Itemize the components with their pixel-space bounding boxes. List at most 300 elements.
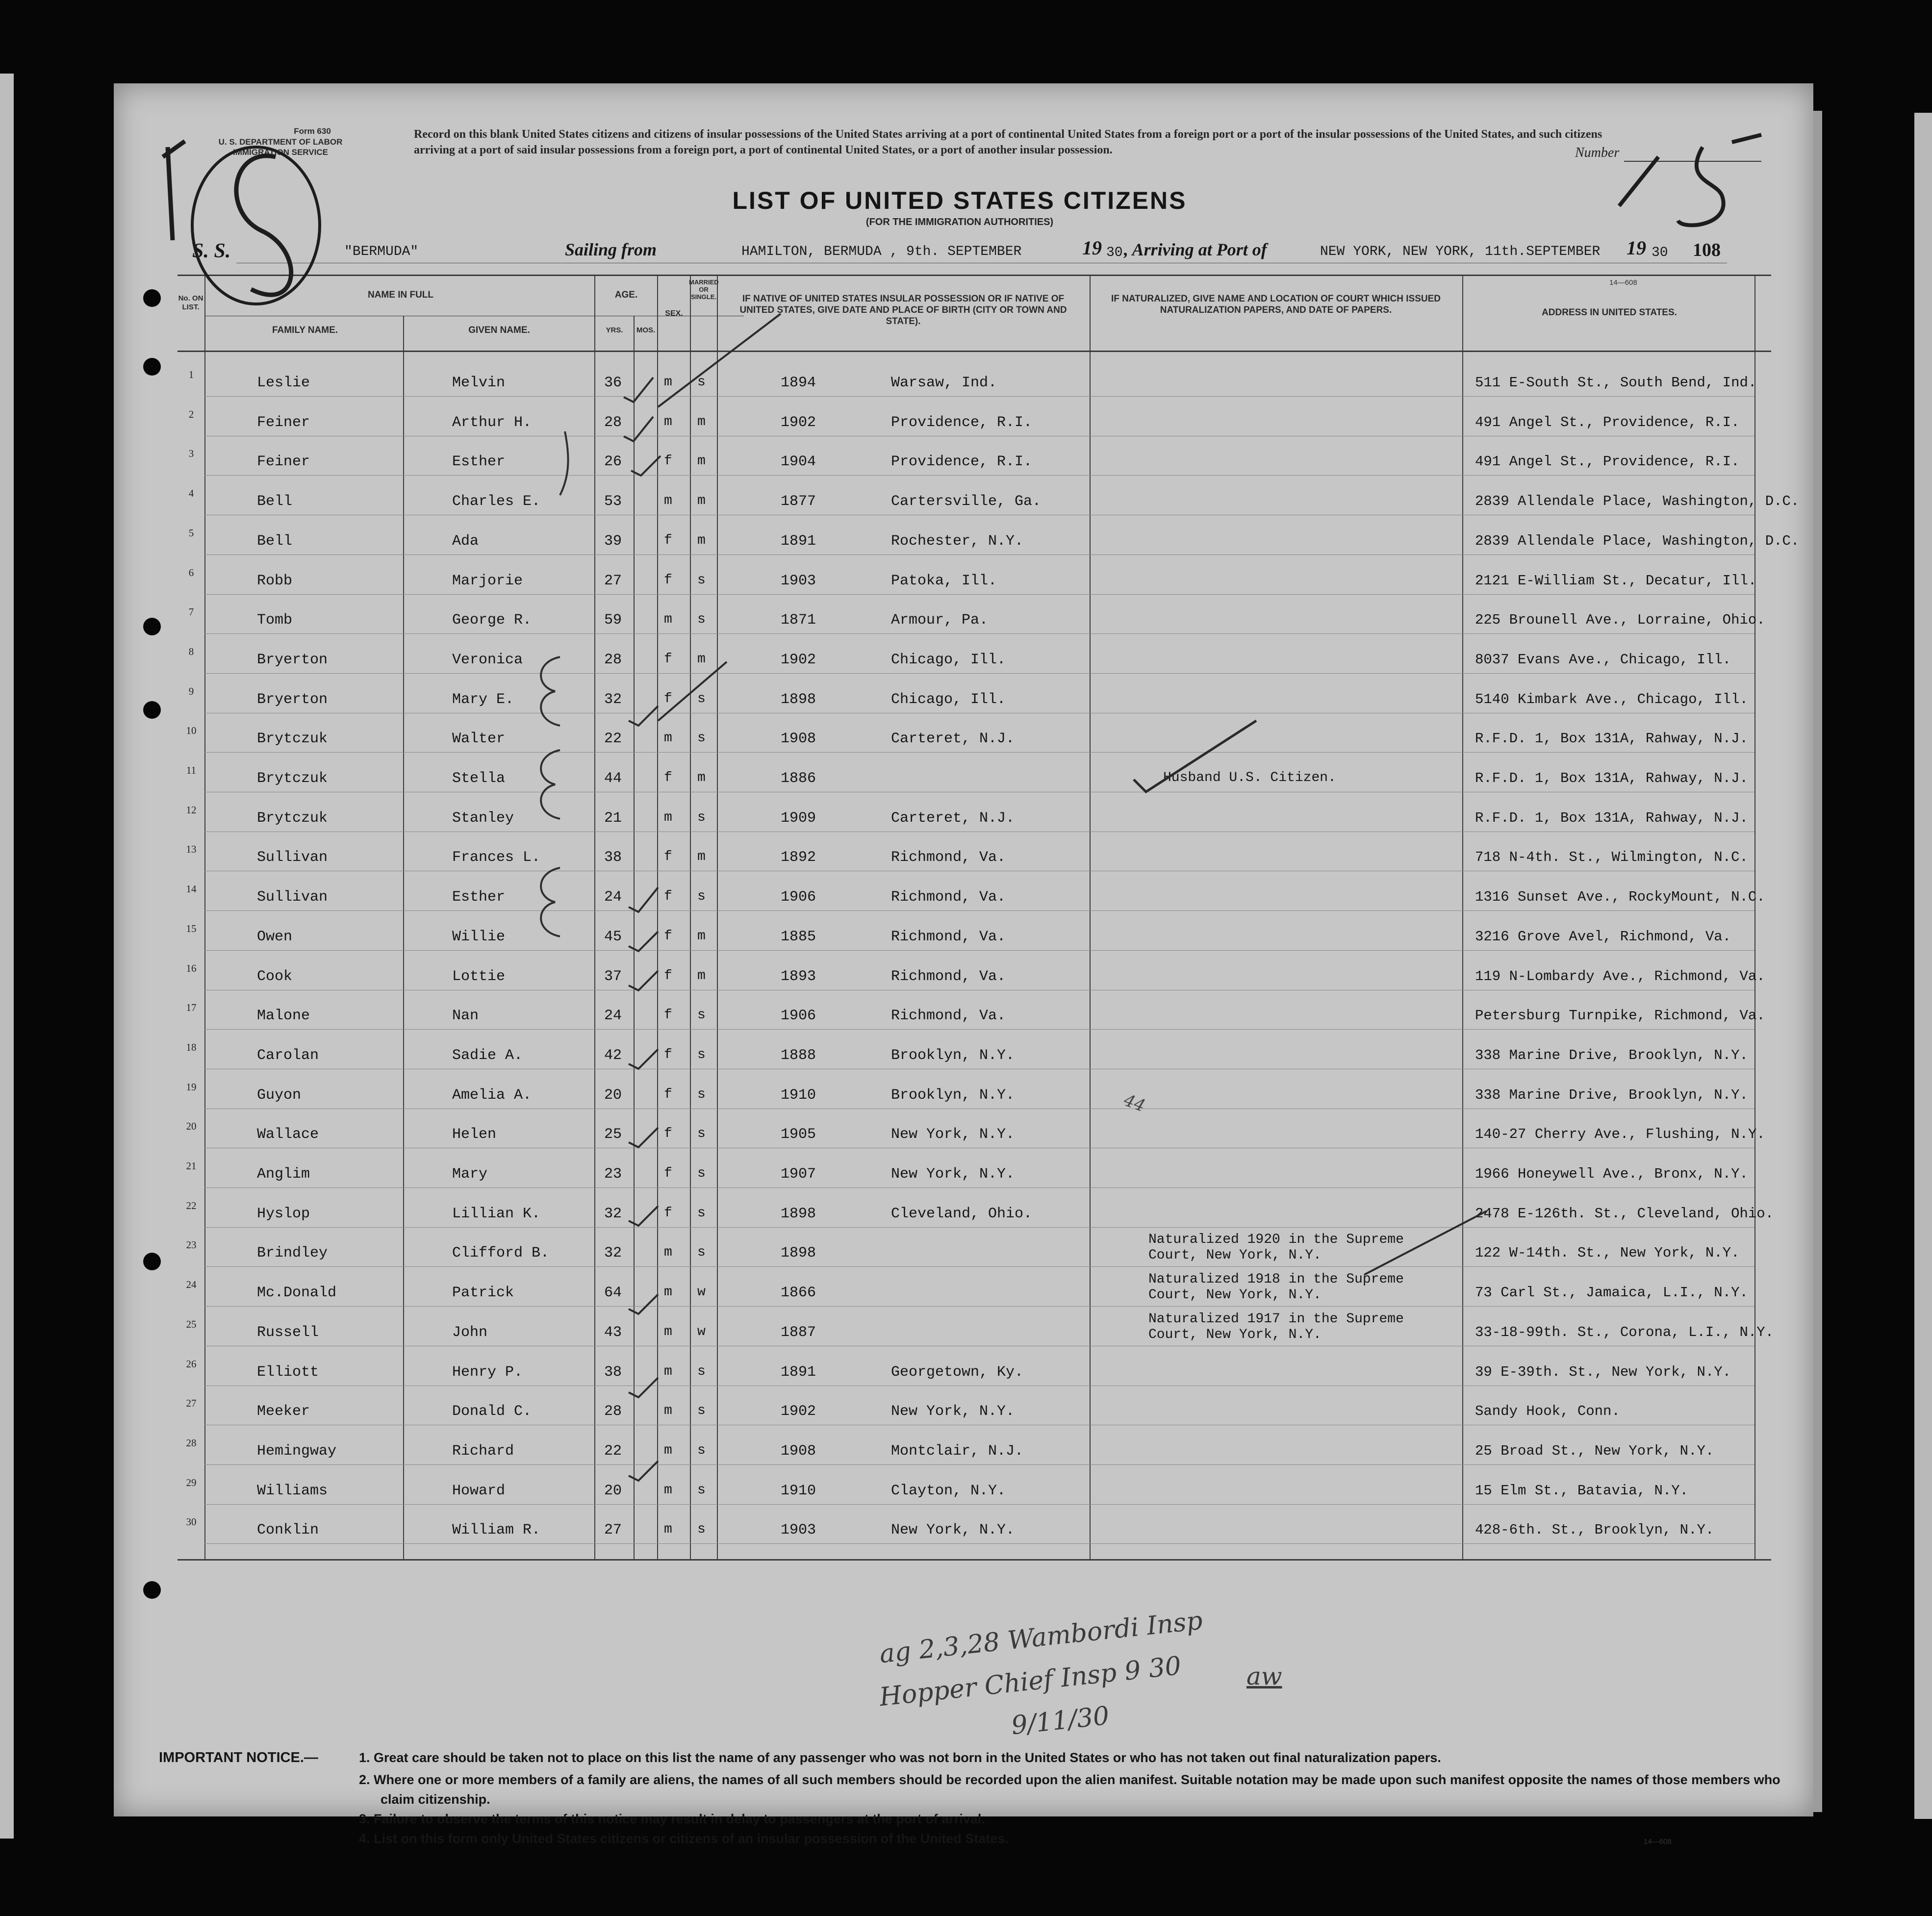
cell-sex: f xyxy=(664,651,672,667)
cell-age: 39 xyxy=(604,532,622,550)
cell-ms: m xyxy=(697,651,706,667)
cell-sex: m xyxy=(664,414,672,429)
cell-year: 1908 xyxy=(781,1442,816,1460)
cell-year: 1893 xyxy=(781,968,816,985)
cell-sex: f xyxy=(664,849,672,865)
cell-addr: 2839 Allendale Place, Washington, D.C. xyxy=(1475,493,1800,510)
cell-naturalized: Naturalized 1920 in the Supreme Court, New York, N.Y. xyxy=(1148,1232,1404,1263)
cell-ms: m xyxy=(697,968,706,983)
form-number: Form 630 xyxy=(294,126,331,136)
cell-addr: 5140 Kimbark Ave., Chicago, Ill. xyxy=(1475,691,1748,707)
cell-sex: m xyxy=(664,809,672,825)
row-number: 23 xyxy=(186,1239,197,1251)
cell-given: Esther xyxy=(452,889,506,906)
cell-place: Chicago, Ill. xyxy=(891,651,1006,668)
cell-family: Brytczuk xyxy=(257,731,328,748)
cell-family: Anglim xyxy=(257,1166,310,1183)
cell-given: Sadie A. xyxy=(452,1047,523,1064)
cell-year: 1908 xyxy=(781,731,816,748)
cell-ms: s xyxy=(697,1522,706,1538)
cell-sex: f xyxy=(664,691,672,706)
cell-sex: f xyxy=(664,889,672,905)
cell-given: Marjorie xyxy=(452,572,523,589)
form-code: 14—608 xyxy=(1644,1838,1672,1846)
cell-addr: 25 Broad St., New York, N.Y. xyxy=(1475,1442,1714,1459)
header-mos: MOS. xyxy=(636,326,656,334)
col-rule-sex xyxy=(690,275,691,1560)
header-family-name: FAMILY NAME. xyxy=(272,325,338,335)
cell-given: John xyxy=(452,1324,488,1341)
cell-year: 1909 xyxy=(781,809,816,827)
cell-naturalized: Naturalized 1917 in the Supreme Court, New York, N.Y. xyxy=(1148,1311,1404,1342)
cell-age: 45 xyxy=(604,928,622,945)
cell-addr: Sandy Hook, Conn. xyxy=(1475,1403,1620,1420)
cell-year: 1877 xyxy=(781,493,816,510)
cell-place: Providence, R.I. xyxy=(891,454,1033,471)
sailing-label: Sailing from xyxy=(565,240,657,259)
cell-sex: f xyxy=(664,968,672,983)
cell-family: Conklin xyxy=(257,1522,319,1539)
cell-family: Wallace xyxy=(257,1126,319,1143)
cell-year: 1910 xyxy=(781,1482,816,1499)
cell-given: Helen xyxy=(452,1126,497,1143)
cell-ms: s xyxy=(697,1047,706,1062)
cell-age: 38 xyxy=(604,849,622,866)
cell-ms: m xyxy=(697,532,706,548)
cell-ms: s xyxy=(697,809,706,825)
cell-given: Stella xyxy=(452,770,506,787)
row-number: 21 xyxy=(186,1160,197,1172)
cell-year: 1906 xyxy=(781,889,816,906)
col-rule-mos xyxy=(657,275,658,1560)
number-underline xyxy=(1624,161,1761,162)
service-label: IMMIGRATION SERVICE xyxy=(233,148,328,157)
sailing-from: HAMILTON, BERMUDA , 9th. SEPTEMBER xyxy=(741,244,1022,259)
cell-addr: 122 W-14th. St., New York, N.Y. xyxy=(1475,1245,1740,1261)
cell-place: Carteret, N.J. xyxy=(891,809,1015,827)
cell-sex: f xyxy=(664,572,672,588)
cell-age: 38 xyxy=(604,1363,622,1381)
cell-sex: m xyxy=(664,1482,672,1498)
cell-sex: m xyxy=(664,1522,672,1538)
cell-place: Richmond, Va. xyxy=(891,1008,1006,1025)
sheet-edge-strip xyxy=(1813,111,1822,1812)
cell-year: 1871 xyxy=(781,612,816,629)
date-annotation: 9/11/30 xyxy=(1010,1701,1111,1741)
cell-ms: s xyxy=(697,1245,706,1261)
cell-place: Providence, R.I. xyxy=(891,414,1033,431)
cell-addr: 491 Angel St., Providence, R.I. xyxy=(1475,414,1740,430)
cell-age: 25 xyxy=(604,1126,622,1143)
row-rule xyxy=(204,633,1754,634)
cell-year: 1904 xyxy=(781,454,816,471)
cell-given: Charles E. xyxy=(452,493,541,510)
cell-ms: s xyxy=(697,889,706,905)
cell-family: Meeker xyxy=(257,1403,310,1420)
cell-family: Mc.Donald xyxy=(257,1285,337,1302)
cell-family: Brindley xyxy=(257,1245,328,1262)
cell-family: Bell xyxy=(257,493,293,510)
cell-ms: s xyxy=(697,375,706,390)
cell-age: 28 xyxy=(604,1403,622,1420)
cell-place: Carteret, N.J. xyxy=(891,731,1015,748)
cell-sex: m xyxy=(664,612,672,628)
header-no: No. ON LIST. xyxy=(178,294,203,311)
cell-year: 1892 xyxy=(781,849,816,866)
cell-place: New York, N.Y. xyxy=(891,1522,1015,1539)
cell-age: 22 xyxy=(604,731,622,748)
row-number: 4 xyxy=(188,487,194,500)
inspector-annotation: ag 2,3,28 Wambordi Insp xyxy=(878,1606,1204,1669)
cell-given: Lottie xyxy=(452,968,506,985)
cell-addr: 8037 Evans Ave., Chicago, Ill. xyxy=(1475,651,1731,668)
cell-year: 1902 xyxy=(781,414,816,431)
row-number: 14 xyxy=(186,883,197,895)
cell-year: 1898 xyxy=(781,1245,816,1262)
cell-ms: s xyxy=(697,1442,706,1458)
cell-given: Patrick xyxy=(452,1285,514,1302)
cell-place: Richmond, Va. xyxy=(891,928,1006,945)
cell-addr: 338 Marine Drive, Brooklyn, N.Y. xyxy=(1475,1047,1748,1063)
cell-sex: f xyxy=(664,1047,672,1062)
row-number: 11 xyxy=(186,764,197,776)
col-rule-native xyxy=(1090,275,1091,1560)
row-rule xyxy=(204,910,1754,911)
cell-family: Malone xyxy=(257,1008,310,1025)
cell-ms: s xyxy=(697,1205,706,1221)
row-number: 19 xyxy=(186,1081,197,1093)
cell-addr: 225 Brounell Ave., Lorraine, Ohio. xyxy=(1475,612,1765,629)
row-number: 12 xyxy=(186,804,197,816)
row-rule xyxy=(204,475,1754,476)
cell-family: Bryerton xyxy=(257,651,328,668)
table-top-rule xyxy=(178,275,1771,276)
cell-given: George R. xyxy=(452,612,532,629)
row-rule xyxy=(204,1187,1754,1188)
cell-age: 20 xyxy=(604,1086,622,1104)
cell-year: 1894 xyxy=(781,375,816,391)
cell-year: 1866 xyxy=(781,1285,816,1302)
sail-year: 30 xyxy=(1106,245,1123,260)
cell-year: 1885 xyxy=(781,928,816,945)
notice-item: 4. List on this form only United States citizens or citizens of an insular possession of the United States. xyxy=(359,1831,1009,1846)
cell-place: Montclair, N.J. xyxy=(891,1442,1024,1460)
cell-age: 24 xyxy=(604,889,622,906)
sail-year-prefix: 19 xyxy=(1082,237,1102,259)
cell-place: New York, N.Y. xyxy=(891,1403,1015,1420)
row-number: 27 xyxy=(186,1397,197,1410)
cell-age: 24 xyxy=(604,1008,622,1025)
cell-age: 37 xyxy=(604,968,622,985)
cell-given: Howard xyxy=(452,1482,506,1499)
cell-family: Williams xyxy=(257,1482,328,1499)
arrive-year: 30 xyxy=(1652,245,1668,260)
ss-label: S. S. xyxy=(192,240,231,262)
cell-age: 23 xyxy=(604,1166,622,1183)
cell-addr: 2121 E-William St., Decatur, Ill. xyxy=(1475,572,1757,589)
table-bottom-rule xyxy=(178,1559,1771,1561)
cell-place: Cleveland, Ohio. xyxy=(891,1205,1033,1222)
cell-place: Chicago, Ill. xyxy=(891,691,1006,708)
printing-note: 14—608 xyxy=(1609,278,1637,287)
cell-age: 21 xyxy=(604,809,622,827)
cell-sex: f xyxy=(664,454,672,469)
notice-item: 3. Failure to observe the terms of this notice may result in delay to passengers at the port of arrival. xyxy=(359,1812,985,1826)
cell-family: Cook xyxy=(257,968,293,985)
cell-sex: f xyxy=(664,1205,672,1221)
cell-family: Sullivan xyxy=(257,889,328,906)
row-number: 15 xyxy=(186,922,197,934)
cell-ms: m xyxy=(697,928,706,944)
cell-year: 1891 xyxy=(781,1363,816,1381)
notice-heading: IMPORTANT NOTICE.— xyxy=(159,1750,318,1765)
header-naturalized: IF NATURALIZED, GIVE NAME AND LOCATION OF COURT WHICH ISSUED NATURALIZATION PAPERS, AND DATE OF PAPERS. xyxy=(1111,294,1441,315)
cell-place: Richmond, Va. xyxy=(891,849,1006,866)
row-rule xyxy=(204,396,1754,397)
cell-ms: w xyxy=(697,1324,706,1339)
manifest-sheet xyxy=(114,83,1813,1846)
cell-addr: 2478 E-126th. St., Cleveland, Ohio. xyxy=(1475,1205,1774,1222)
cell-age: 43 xyxy=(604,1324,622,1341)
cell-ms: s xyxy=(697,1166,706,1181)
cell-place: Brooklyn, N.Y. xyxy=(891,1047,1015,1064)
cell-ms: s xyxy=(697,1482,706,1498)
cell-place: Clayton, N.Y. xyxy=(891,1482,1006,1499)
cell-place: Rochester, N.Y. xyxy=(891,532,1024,550)
row-number: 20 xyxy=(186,1120,197,1133)
cell-given: Arthur H. xyxy=(452,414,532,431)
cell-sex: f xyxy=(664,1086,672,1102)
cell-ms: m xyxy=(697,454,706,469)
cell-place: Warsaw, Ind. xyxy=(891,375,997,391)
cell-sex: m xyxy=(664,1363,672,1379)
punch-hole xyxy=(143,618,161,635)
cell-sex: m xyxy=(664,1245,672,1261)
cell-sex: f xyxy=(664,928,672,944)
cell-age: 27 xyxy=(604,1522,622,1539)
col-rule-married xyxy=(717,275,718,1560)
cell-place: New York, N.Y. xyxy=(891,1166,1015,1183)
row-rule xyxy=(204,594,1754,595)
cell-ms: s xyxy=(697,572,706,588)
cell-age: 53 xyxy=(604,493,622,510)
cell-sex: f xyxy=(664,1166,672,1181)
row-number: 29 xyxy=(186,1476,197,1488)
row-number: 10 xyxy=(186,725,197,737)
cell-given: Clifford B. xyxy=(452,1245,550,1262)
cell-year: 1906 xyxy=(781,1008,816,1025)
header-given-name: GIVEN NAME. xyxy=(468,325,530,335)
cell-ms: s xyxy=(697,1008,706,1023)
row-number: 9 xyxy=(188,685,194,697)
cell-addr: Petersburg Turnpike, Richmond, Va. xyxy=(1475,1008,1765,1024)
row-rule xyxy=(204,1543,1754,1544)
cell-family: Guyon xyxy=(257,1086,302,1104)
cell-family: Robb xyxy=(257,572,293,589)
header-bottom-rule xyxy=(178,351,1771,352)
punch-hole xyxy=(143,701,161,719)
cell-year: 1903 xyxy=(781,572,816,589)
header-native: IF NATIVE OF UNITED STATES INSULAR POSSESSION OR IF NATIVE OF UNITED STATES, GIVE DATE AND PLACE OF BIRTH (CITY OR TOWN AND STATE). xyxy=(739,294,1067,327)
adjacent-page-right xyxy=(1914,113,1932,1819)
cell-addr: 119 N-Lombardy Ave., Richmond, Va. xyxy=(1475,968,1765,984)
row-number: 2 xyxy=(188,408,194,420)
cell-given: Henry P. xyxy=(452,1363,523,1381)
arriving-port: NEW YORK, NEW YORK, 11th.SEPTEMBER xyxy=(1320,244,1601,259)
cell-addr: 33-18-99th. St., Corona, L.I., N.Y. xyxy=(1475,1324,1774,1340)
cell-sex: m xyxy=(664,375,672,390)
department-label: U. S. DEPARTMENT OF LABOR xyxy=(218,137,343,147)
cell-addr: 39 E-39th. St., New York, N.Y. xyxy=(1475,1363,1731,1380)
cell-year: 1902 xyxy=(781,651,816,668)
cell-place: New York, N.Y. xyxy=(891,1126,1015,1143)
cell-naturalized: Husband U.S. Citizen. xyxy=(1163,770,1336,785)
cell-family: Bell xyxy=(257,532,293,550)
cell-age: 59 xyxy=(604,612,622,629)
cell-sex: m xyxy=(664,731,672,746)
cell-ms: s xyxy=(697,1363,706,1379)
cell-ms: s xyxy=(697,1403,706,1419)
col-rule-family xyxy=(403,316,404,1560)
cell-year: 1905 xyxy=(781,1126,816,1143)
cell-addr: 511 E-South St., South Bend, Ind. xyxy=(1475,375,1757,391)
cell-ms: s xyxy=(697,691,706,706)
cell-family: Brytczuk xyxy=(257,770,328,787)
cell-age: 28 xyxy=(604,414,622,431)
row-number: 8 xyxy=(188,645,194,657)
cell-given: Mary E. xyxy=(452,691,514,708)
cell-sex: m xyxy=(664,1324,672,1339)
cell-addr: R.F.D. 1, Box 131A, Rahway, N.J. xyxy=(1475,770,1748,786)
adjacent-page-left xyxy=(0,74,14,1839)
cell-place: Patoka, Ill. xyxy=(891,572,997,589)
row-rule xyxy=(204,1266,1754,1267)
row-rule xyxy=(204,1464,1754,1465)
cell-ms: s xyxy=(697,731,706,746)
row-number: 17 xyxy=(186,1002,197,1014)
row-number: 24 xyxy=(186,1279,197,1291)
col-rule-address xyxy=(1754,275,1755,1560)
cell-addr: 338 Marine Drive, Brooklyn, N.Y. xyxy=(1475,1086,1748,1103)
cell-family: Sullivan xyxy=(257,849,328,866)
cell-family: Tomb xyxy=(257,612,293,629)
cell-ms: m xyxy=(697,493,706,509)
page-number: 108 xyxy=(1693,240,1721,260)
row-number: 26 xyxy=(186,1358,197,1370)
number-label: Number xyxy=(1575,145,1620,160)
record-instructions: Record on this blank United States citizens and citizens of insular possessions of the United States arriving at a port of continental United States from a foreign port or a port of the insular possessions of the United States, and such citizens arriving at a port of said insular possessions from a foreign port, a port of continental United States, or a port of another insular possession. xyxy=(414,128,1602,156)
header-age: AGE. xyxy=(614,290,638,300)
cell-addr: 15 Elm St., Batavia, N.Y. xyxy=(1475,1482,1689,1499)
cell-age: 32 xyxy=(604,1205,622,1222)
cell-ms: w xyxy=(697,1285,706,1300)
cell-given: Stanley xyxy=(452,809,514,827)
cell-given: Donald C. xyxy=(452,1403,532,1420)
cell-year: 1898 xyxy=(781,1205,816,1222)
punch-hole xyxy=(143,358,161,376)
col-rule-naturalized xyxy=(1462,275,1463,1560)
cell-addr: 73 Carl St., Jamaica, L.I., N.Y. xyxy=(1475,1285,1748,1301)
cell-age: 42 xyxy=(604,1047,622,1064)
cell-ms: s xyxy=(697,612,706,628)
notice-item: 2. Where one or more members of a family are aliens, the names of all such members should be recorded upon the alien manifest. Suitable notation may be made upon such manifest opposite the names of those members who claim citizenship. xyxy=(359,1772,1780,1807)
punch-hole xyxy=(143,1581,161,1599)
cell-sex: m xyxy=(664,493,672,509)
cell-place: Richmond, Va. xyxy=(891,968,1006,985)
cell-sex: f xyxy=(664,1008,672,1023)
cell-ms: m xyxy=(697,770,706,785)
cell-given: Frances L. xyxy=(452,849,541,866)
row-number: 7 xyxy=(188,606,194,618)
cell-age: 32 xyxy=(604,691,622,708)
cell-age: 44 xyxy=(604,770,622,787)
cell-family: Feiner xyxy=(257,454,310,471)
cell-age: 27 xyxy=(604,572,622,589)
row-rule xyxy=(204,1306,1754,1307)
cell-given: Walter xyxy=(452,731,506,748)
cell-age: 20 xyxy=(604,1482,622,1499)
cell-year: 1898 xyxy=(781,691,816,708)
header-name-in-full: NAME IN FULL xyxy=(367,290,434,300)
cell-place: Richmond, Va. xyxy=(891,889,1006,906)
cell-ms: m xyxy=(697,849,706,865)
cell-ms: s xyxy=(697,1086,706,1102)
cell-age: 36 xyxy=(604,375,622,391)
cell-family: Brytczuk xyxy=(257,809,328,827)
cell-year: 1903 xyxy=(781,1522,816,1539)
col-rule-yrs xyxy=(634,316,635,1560)
punch-hole xyxy=(143,289,161,307)
cell-given: Melvin xyxy=(452,375,506,391)
cell-given: Mary xyxy=(452,1166,488,1183)
cell-place: Brooklyn, N.Y. xyxy=(891,1086,1015,1104)
cell-addr: 428-6th. St., Brooklyn, N.Y. xyxy=(1475,1522,1714,1538)
initials-annotation: aw xyxy=(1246,1662,1282,1690)
cell-sex: f xyxy=(664,770,672,785)
row-number: 5 xyxy=(188,527,194,539)
header-sex: SEX. xyxy=(665,309,683,318)
cell-place: Armour, Pa. xyxy=(891,612,989,629)
cell-family: Elliott xyxy=(257,1363,319,1381)
row-rule xyxy=(204,1029,1754,1030)
punch-hole xyxy=(143,1253,161,1270)
cell-family: Feiner xyxy=(257,414,310,431)
col-rule-given xyxy=(594,275,595,1560)
notice-item: 1. Great care should be taken not to place on this list the name of any passenger who was not born in the United States or who has not taken out final naturalization papers. xyxy=(359,1750,1441,1765)
header-yrs: YRS. xyxy=(606,326,623,334)
cell-sex: f xyxy=(664,1126,672,1142)
cell-addr: R.F.D. 1, Box 131A, Rahway, N.J. xyxy=(1475,731,1748,747)
cell-year: 1902 xyxy=(781,1403,816,1420)
cell-year: 1886 xyxy=(781,770,816,787)
cell-sex: f xyxy=(664,532,672,548)
row-number: 25 xyxy=(186,1318,197,1330)
cell-given: William R. xyxy=(452,1522,541,1539)
row-number: 6 xyxy=(188,566,194,579)
cell-ms: m xyxy=(697,414,706,429)
ship-name: "BERMUDA" xyxy=(344,244,419,259)
cell-addr: 491 Angel St., Providence, R.I. xyxy=(1475,454,1740,470)
cell-family: Leslie xyxy=(257,375,310,391)
cell-age: 64 xyxy=(604,1285,622,1302)
cell-year: 1888 xyxy=(781,1047,816,1064)
cell-given: Nan xyxy=(452,1008,479,1025)
row-number: 3 xyxy=(188,448,194,460)
row-rule xyxy=(204,950,1754,951)
row-rule xyxy=(204,673,1754,674)
page-title: LIST OF UNITED STATES CITIZENS xyxy=(732,187,1187,214)
row-number: 13 xyxy=(186,843,197,856)
